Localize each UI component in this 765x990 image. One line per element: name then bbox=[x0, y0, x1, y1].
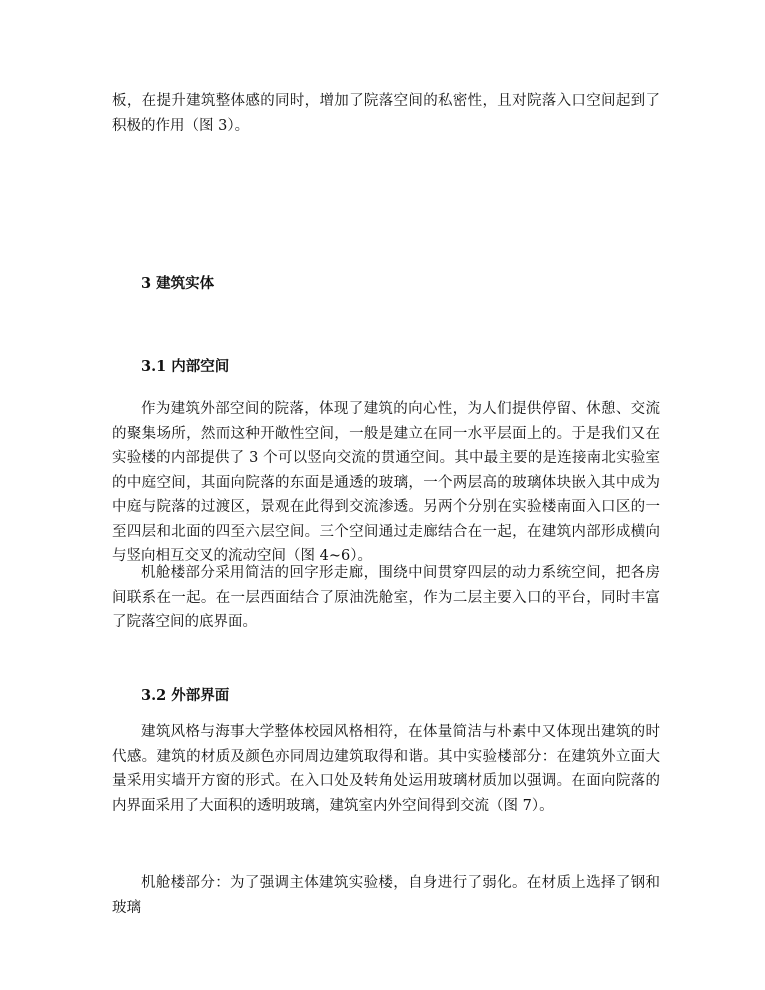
paragraph-inner-space-2: 机舱楼部分采用简洁的回字形走廊，围绕中间贯穿四层的动力系统空间，把各房间联系在一起。在一层西面结合了原油洗舱室，作为二层主要入口的平台，同时丰富了院落空间的底界面。 bbox=[112, 565, 660, 630]
paragraph-outer-interface-1: 建筑风格与海事大学整体校园风格相符，在体量简洁与朴素中又体现出建筑的时代感。建筑的材质及颜色亦同周边建筑取得和谐。其中实验楼部分：在建筑外立面大量采用实墙开方窗的形式。在入口处及转角处运用玻璃材质加以强调。在面向院落的内界面采用了大面积的透明玻璃，建筑室内外空间得到交流（图 7）。 bbox=[112, 724, 660, 814]
section-heading-3: 3 建筑实体 bbox=[141, 275, 215, 292]
section-heading-3-2: 3.2 外部界面 bbox=[141, 687, 230, 704]
paragraph-intro: 板，在提升建筑整体感的同时，增加了院落空间的私密性，且对院落入口空间起到了积极的作用（图 3）。 bbox=[112, 93, 660, 134]
paragraph-outer-interface-2: 机舱楼部分：为了强调主体建筑实验楼，自身进行了弱化。在材质上选择了钢和玻璃 bbox=[112, 875, 660, 916]
section-heading-3-1: 3.1 内部空间 bbox=[141, 358, 230, 375]
paragraph-inner-space-1: 作为建筑外部空间的院落，体现了建筑的向心性，为人们提供停留、休憩、交流的聚集场所，然而这种开敞性空间，一般是建立在同一水平层面上的。于是我们又在实验楼的内部提供了 3 个可以竖向交流的贯通空间。其中最主要的是连接南北实验室的中庭空间，其面向院落的东面是通透的玻璃，一个两层高的玻璃体块嵌入其中成为中庭与院落的过渡区，景观在此得到交流渗透。另两个分别在实验楼南面入口区的一至四层和北面的四至六层空间。三个空间通过走廊结合在一起，在建筑内部形成横向与竖向相互交叉的流动空间（图 4~6）。 bbox=[112, 401, 660, 564]
